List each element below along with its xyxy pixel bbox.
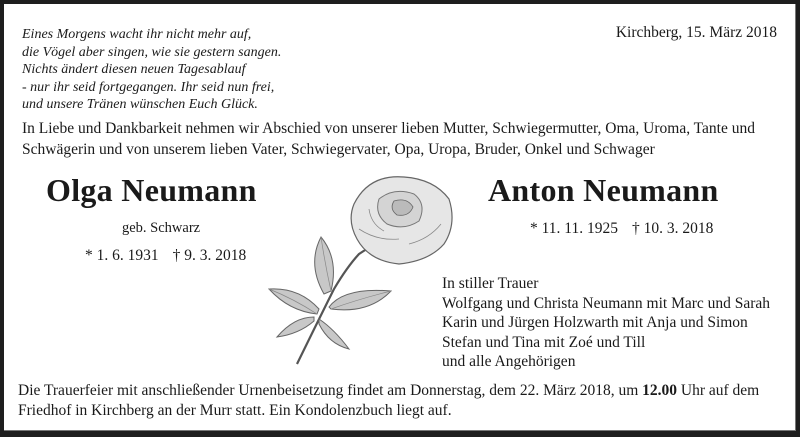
- funeral-line-1: [18, 381, 759, 401]
- funeral-line-2: Friedhof in Kirchberg an der Murr statt. Ein Kondolenzbuch liegt auf.: [18, 402, 452, 419]
- birth-date: * 11. 11. 1925: [530, 220, 618, 237]
- funeral-time: 12.00: [642, 382, 677, 399]
- poem-line: Nichts ändert diesen neuen Tagesablauf: [22, 62, 246, 77]
- intro-line: In Liebe und Dankbarkeit nehmen wir Abschied von unserer lieben Mutter, Schwiegermutter, Oma, Uroma, Tante und: [22, 120, 755, 137]
- intro-paragraph: [22, 118, 755, 160]
- life-dates-olga: [85, 247, 246, 265]
- place-date: Kirchberg, 15. März 2018: [615, 24, 777, 41]
- mourner-line: Stefan und Tina mit Zoé und Till: [442, 333, 646, 351]
- poem-line: die Vögel aber singen, wie sie gestern sangen.: [22, 44, 282, 60]
- poem-line: Eines Morgens wacht ihr nicht mehr auf,: [22, 27, 252, 42]
- deceased-name-olga: Olga Neumann: [46, 172, 257, 208]
- rose-illustration-icon: [259, 169, 459, 369]
- funeral-text: Uhr auf dem: [677, 382, 760, 399]
- poem: [22, 26, 281, 114]
- maiden-name: geb. Schwarz: [122, 220, 201, 236]
- mourner-line: Karin und Jürgen Holzwarth mit Anja und Simon: [442, 314, 748, 331]
- poem-line: - nur ihr seid fortgegangen. Ihr seid nun frei,: [22, 79, 275, 95]
- death-date: † 10. 3. 2018: [631, 220, 714, 237]
- mourners-list: [442, 274, 770, 372]
- funeral-details: [18, 381, 759, 421]
- funeral-text: Die Trauerfeier mit anschließender Urnenbeisetzung findet am Donnerstag, dem 22. März 2018, um: [18, 382, 643, 399]
- birth-date: * 1. 6. 1931: [85, 247, 159, 264]
- poem-line: und unsere Tränen wünschen Euch Glück.: [22, 97, 258, 112]
- mourners-heading: In stiller Trauer: [442, 275, 539, 292]
- deceased-name-anton: Anton Neumann: [488, 172, 719, 208]
- death-date: † 9. 3. 2018: [172, 247, 247, 264]
- obituary-notice: [4, 4, 796, 431]
- intro-line: Schwägerin und von unserem lieben Vater, Schwiegervater, Opa, Uropa, Bruder, Onkel und Schwager: [22, 141, 655, 158]
- life-dates-anton: [530, 220, 713, 238]
- mourner-line: und alle Angehörigen: [442, 353, 576, 370]
- mourner-line: Wolfgang und Christa Neumann mit Marc und Sarah: [442, 294, 771, 312]
